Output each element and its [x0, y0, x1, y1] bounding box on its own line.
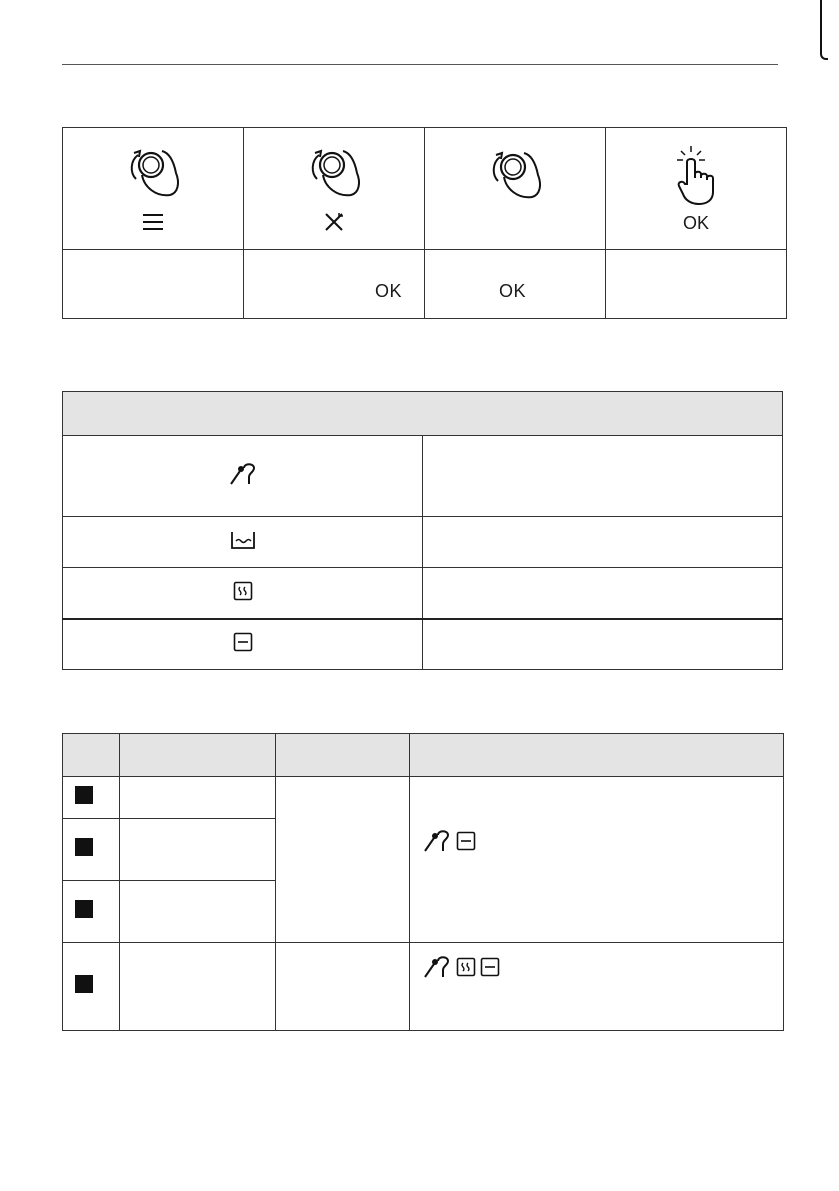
food-probe-icon	[422, 829, 452, 853]
header-cell	[63, 734, 120, 777]
table-cell	[276, 777, 410, 943]
steps-table	[62, 127, 787, 319]
cutlery-icon	[323, 212, 345, 232]
table-cell	[120, 819, 276, 881]
food-probe-icon	[422, 955, 452, 979]
water-tray-icon	[230, 530, 256, 550]
press-knob-icon	[671, 144, 721, 206]
symbol-description	[423, 436, 783, 517]
header-rule	[62, 64, 778, 65]
turn-knob-icon	[118, 141, 188, 201]
turn-knob-icon	[299, 141, 369, 201]
step-2-text-cell	[244, 250, 425, 319]
step-3-icon-cell	[425, 128, 606, 250]
icons-cell	[410, 777, 784, 943]
table-cell	[120, 777, 276, 819]
black-square-marker	[75, 838, 93, 856]
ok-label: OK	[682, 212, 709, 233]
symbol-description	[423, 619, 783, 670]
symbol-cell	[63, 619, 423, 670]
black-square-marker	[75, 900, 93, 918]
step-3-text-cell	[425, 250, 606, 319]
black-square-marker	[75, 975, 93, 993]
baking-tray-icon	[233, 632, 253, 652]
baking-tray-icon	[456, 831, 476, 851]
step-4-icon-cell	[606, 128, 787, 250]
row-marker-cell	[63, 881, 120, 943]
symbol-description	[423, 517, 783, 568]
page-corner-mark	[820, 0, 828, 60]
row-marker-cell	[63, 777, 120, 819]
menu-icon	[141, 212, 165, 232]
step-4-text-cell	[606, 250, 787, 319]
ok-button-label: OK	[499, 281, 527, 301]
steam-tray-icon	[233, 581, 253, 601]
table-cell	[120, 943, 276, 1031]
symbol-cell	[63, 568, 423, 620]
symbols-table	[62, 391, 783, 670]
baking-tray-icon	[480, 957, 500, 977]
symbols-table-header	[63, 392, 783, 436]
steam-tray-icon	[456, 957, 476, 977]
symbol-cell	[63, 517, 423, 568]
step-1-icon-cell	[63, 128, 244, 250]
turn-knob-icon	[480, 143, 550, 203]
header-cell	[276, 734, 410, 777]
symbol-cell	[63, 436, 423, 517]
ok-button-label: OK	[374, 281, 402, 301]
food-probe-icon	[228, 462, 258, 486]
step-1-text-cell	[63, 250, 244, 319]
accessories-table	[62, 733, 784, 1031]
header-cell	[410, 734, 784, 777]
step-2-icon-cell	[244, 128, 425, 250]
header-cell	[120, 734, 276, 777]
icons-cell	[410, 943, 784, 1031]
row-marker-cell	[63, 819, 120, 881]
black-square-marker	[75, 786, 93, 804]
symbol-description	[423, 568, 783, 620]
table-cell	[120, 881, 276, 943]
row-marker-cell	[63, 943, 120, 1031]
table-cell	[276, 943, 410, 1031]
